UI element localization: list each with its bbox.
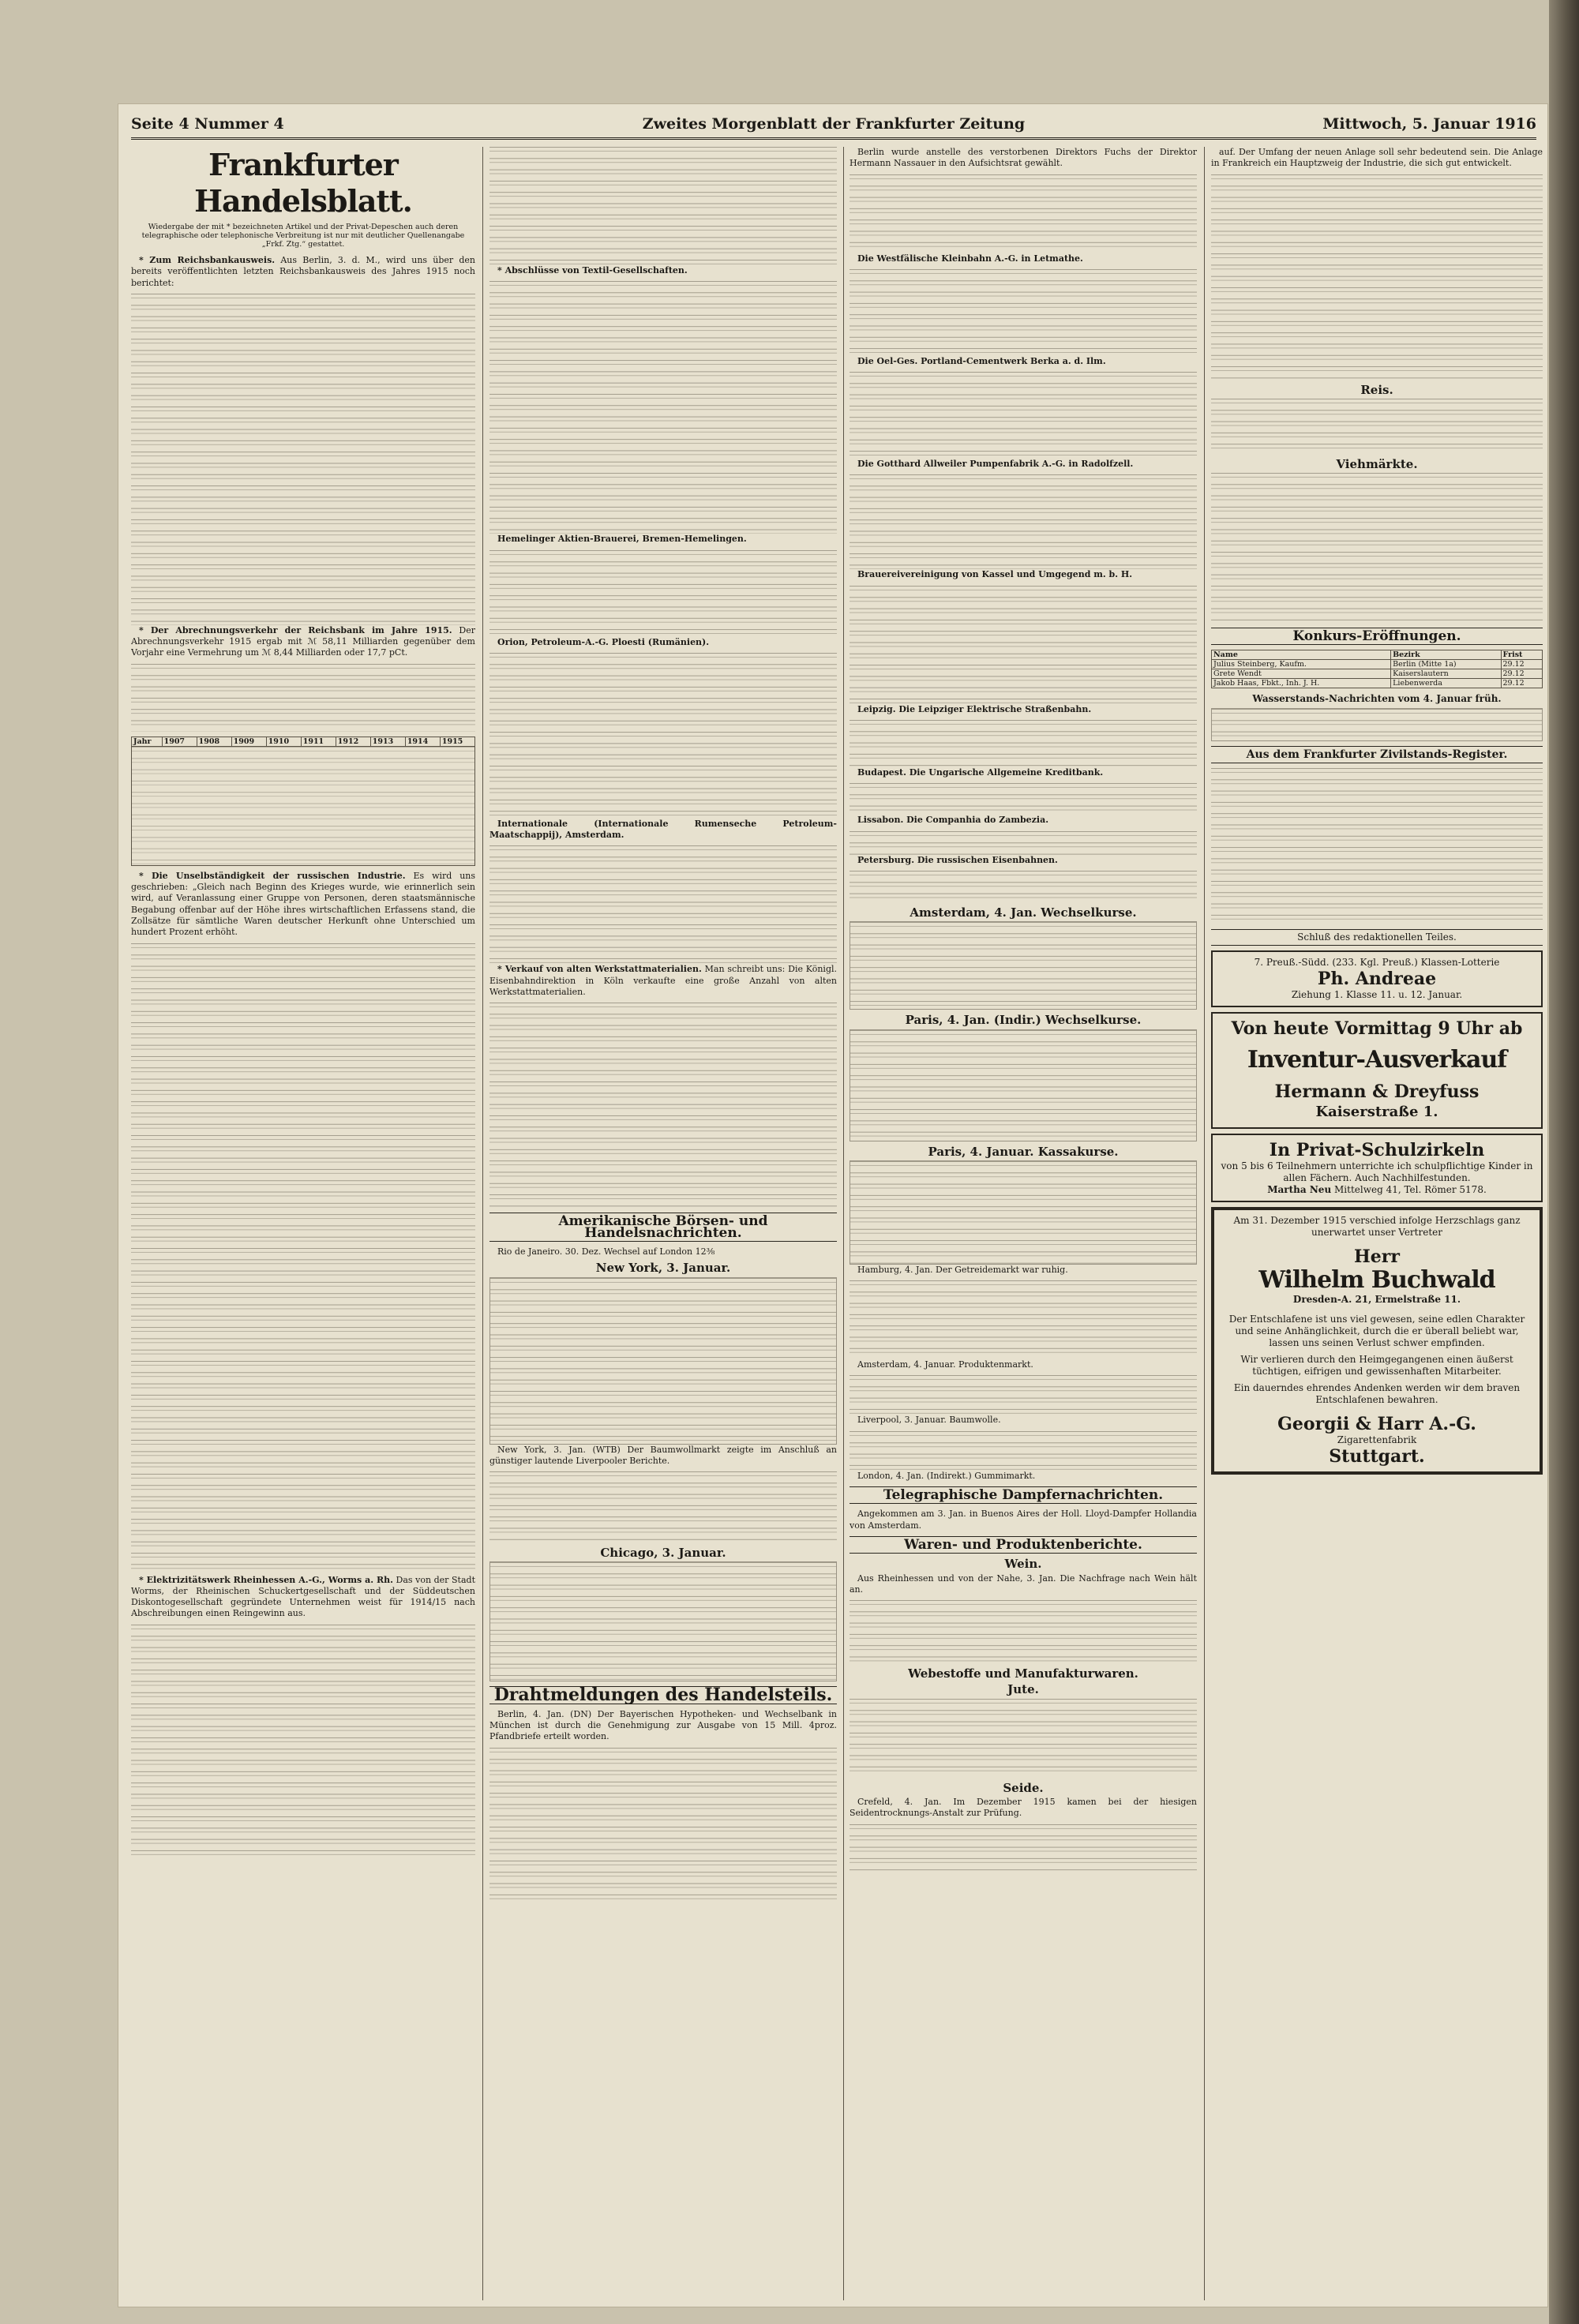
quote-table xyxy=(850,1160,1197,1265)
article xyxy=(489,964,837,998)
article xyxy=(131,1575,475,1620)
article-title: Hemelinger Aktien-Brauerei, Bremen-Hemelingen. xyxy=(497,534,747,545)
table-cell: Berlin (Mitte 1a) xyxy=(1391,660,1501,669)
article xyxy=(489,534,837,545)
ad-line: 7. Preuß.-Südd. (233. Kgl. Preuß.) Klassen-Lotterie xyxy=(1254,957,1500,969)
ad-firm: Hermann & Dreyfuss xyxy=(1274,1081,1480,1103)
article-text-block xyxy=(850,586,1197,704)
ad-address: Mittelweg 41, Tel. Römer 5178. xyxy=(1334,1184,1487,1196)
article-text-block xyxy=(131,664,475,732)
quote-table xyxy=(489,1277,837,1445)
article-title: Die Westfälische Kleinbahn A.-G. in Letmathe. xyxy=(857,253,1083,264)
article-title: Lissabon. Die Companhia do Zambezia. xyxy=(857,815,1049,826)
market-heading: Chicago, 3. Januar. xyxy=(600,1546,726,1561)
market-line: Berlin, 4. Jan. (DN) Der Bayerischen Hypotheken- und Wechselbank in München ist durch die Genehmigung zur Ausgabe von 15 Mill. 4proz. Pfandbriefe erteilt worden. xyxy=(489,1708,837,1742)
table-header-row xyxy=(132,737,475,746)
table-cell: Grete Wendt xyxy=(1212,669,1391,679)
subsection-heading: Viehmärkte. xyxy=(1336,456,1418,471)
article xyxy=(850,704,1197,715)
article xyxy=(850,815,1197,826)
obit-address: Dresden-A. 21, Ermelstraße 11. xyxy=(1292,1294,1461,1306)
obituary xyxy=(1211,1207,1543,1475)
market-line: Angekommen am 3. Jan. in Buenos Aires der Holl. Lloyd-Dampfer Hollandia von Amsterdam. xyxy=(850,1509,1197,1531)
article xyxy=(850,569,1197,580)
article xyxy=(489,819,837,842)
table-header: Frist xyxy=(1501,650,1543,660)
table-header: Name xyxy=(1212,650,1391,660)
table-cell: Kaiserslautern xyxy=(1391,669,1501,679)
article-title: Die Oel-Ges. Portland-Cementwerk Berka a. d. Ilm. xyxy=(857,355,1106,366)
article-text-block xyxy=(850,1431,1197,1471)
article-title: * Der Abrechnungsverkehr der Reichsbank im Jahre 1915. xyxy=(139,624,452,635)
section-heading: Waren- und Produktenberichte. xyxy=(850,1536,1197,1554)
table-cell: Jakob Haas, Fbkt., Inh. J. H. xyxy=(1212,679,1391,688)
article-text-block xyxy=(850,1824,1197,1872)
table-header: 1911 xyxy=(301,737,336,746)
editorial-end: Schluß des redaktionellen Teiles. xyxy=(1211,929,1543,946)
ad-line: Von heute Vormittag 9 Uhr ab xyxy=(1231,1018,1523,1040)
column-rule xyxy=(1204,147,1205,2300)
article-text-block xyxy=(489,653,837,819)
table-cell: 29.12 xyxy=(1501,669,1543,679)
article xyxy=(850,356,1197,367)
ad-name: Martha Neu xyxy=(1267,1184,1332,1196)
article-text-block xyxy=(850,783,1197,815)
table-cell: 29.12 xyxy=(1501,679,1543,688)
table-header: 1914 xyxy=(405,737,440,746)
page-header xyxy=(131,114,1536,140)
table-header: 1912 xyxy=(336,737,370,746)
article-text-block xyxy=(850,831,1197,855)
article xyxy=(489,637,837,648)
section-heading: Drahtmeldungen des Handelsteils. xyxy=(489,1686,837,1704)
clearing-table xyxy=(131,737,475,866)
obit-herr: Herr xyxy=(1354,1246,1400,1268)
article-text-block xyxy=(131,294,475,625)
table-header: 1915 xyxy=(440,737,474,746)
table-row xyxy=(1212,679,1543,688)
article-text-block xyxy=(1211,174,1543,380)
article-text-block xyxy=(489,1748,837,1906)
subsection-heading: Webestoffe und Manufakturwaren. xyxy=(908,1666,1138,1681)
article-title: * Verkauf von alten Werkstattmaterialien. xyxy=(497,964,702,975)
article-title: * Zum Reichsbankausweis. xyxy=(139,255,276,265)
sale-ad xyxy=(1211,1012,1543,1129)
article xyxy=(131,255,475,289)
ad-title: In Privat-Schulzirkeln xyxy=(1269,1140,1485,1161)
obit-name: Wilhelm Buchwald xyxy=(1258,1266,1495,1295)
subsection-heading: Seide. xyxy=(1003,1780,1044,1795)
bankruptcy-table xyxy=(1211,650,1543,688)
table-cell: Liebenwerda xyxy=(1391,679,1501,688)
obit-firm: Georgii & Harr A.-G. xyxy=(1277,1414,1476,1435)
article xyxy=(131,625,475,659)
column-2 xyxy=(489,147,837,2300)
section-masthead: Frankfurter Handelsblatt. xyxy=(194,147,412,219)
article-text-block xyxy=(1211,768,1543,926)
article-text-block xyxy=(850,474,1197,569)
article-text-block xyxy=(850,1280,1197,1359)
market-heading: Paris, 4. Januar. Kassakurse. xyxy=(928,1144,1119,1159)
obit-text: Wir verlieren durch den Heimgegangenen einen äußerst tüchtigen, eifrigen und gewissenhaften Mitarbeiter. xyxy=(1240,1354,1513,1378)
article-text: Man schreibt uns: Die Königl. Eisenbahndirektion in Köln verkaufte eine große Anzahl von alten Werkstattmaterialien. xyxy=(489,964,837,998)
reprint-note: Wiedergabe der mit * bezeichneten Artikel und der Privat-Depeschen auch deren telegraphische oder telephonische Verbreitung ist nur mit deutlicher Quellenangabe „Frkf. Ztg.“ gestattet. xyxy=(141,223,465,249)
article-title: Budapest. Die Ungarische Allgemeine Kreditbank. xyxy=(857,767,1104,778)
article xyxy=(850,459,1197,470)
article-text: Der Abrechnungsverkehr 1915 ergab mit ℳ 58,11 Milliarden gegenüber dem Vorjahr eine Vermehrung um ℳ 8,44 Milliarden oder 17,7 pCt. xyxy=(131,624,475,658)
water-table xyxy=(1211,708,1543,741)
market-line: Crefeld, 4. Jan. Im Dezember 1915 kamen bei der hiesigen Seidentrocknungs-Anstalt zur Prüfung. xyxy=(850,1797,1197,1819)
article-text-block xyxy=(131,1625,475,1861)
table-header: 1908 xyxy=(197,737,231,746)
table-header: Jahr xyxy=(132,737,163,746)
article-text-block xyxy=(489,845,837,964)
article-text: Es wird uns geschrieben: „Gleich nach Beginn des Krieges wurde, wie erinnerlich sein wird, auf Veranlassung einer Gruppe von Personen, deren staatsmännische Begabung offenbar auf der Höhe ihres wirtschaftlichen Erfassens stand, die Zollsätze für sämtliche Waren deutscher Herkunft ohne Unterschied um hundert Prozent erhöht. xyxy=(131,870,475,938)
table-body xyxy=(132,747,474,865)
page-number: Seite 4 Nummer 4 xyxy=(131,115,284,133)
obit-firm-sub: Zigarettenfabrik xyxy=(1337,1434,1417,1446)
market-line: New York, 3. Jan. (WTB) Der Baumwollmarkt zeigte im Anschluß an günstiger lautende Liverpooler Berichte. xyxy=(489,1444,837,1466)
article-title: Leipzig. Die Leipziger Elektrische Straßenbahn. xyxy=(857,703,1092,714)
article-text: Aus Berlin, 3. d. M., wird uns über den bereits veröffentlichten letzten Reichsbankausweis des Jahres 1915 noch berichtet: xyxy=(131,255,475,288)
article xyxy=(850,767,1197,778)
article-text: Das von der Stadt Worms, der Rheinischen Schuckertgesellschaft und der Süddeutschen Diskontogesellschaft gegründete Unternehmen weist für 1914/15 nach Abschreibungen einen Reingewinn aus. xyxy=(131,1574,475,1619)
market-heading: Amsterdam, 4. Jan. Wechselkurse. xyxy=(910,905,1137,920)
quote-table xyxy=(489,1561,837,1681)
obit-text: Ein dauerndes ehrendes Andenken werden wir dem braven Entschlafenen bewahren. xyxy=(1233,1382,1521,1406)
article-text-block xyxy=(489,1003,837,1208)
subsection-heading: Wasserstands-Nachrichten vom 4. Januar früh. xyxy=(1252,693,1502,705)
newspaper-title: Zweites Morgenblatt der Frankfurter Zeitung xyxy=(642,115,1026,133)
subsection-heading: Wein. xyxy=(1004,1557,1042,1572)
article-text: Berlin wurde anstelle des verstorbenen Direktors Fuchs der Direktor Hermann Nassauer in den Aufsichtsrat gewählt. xyxy=(850,147,1197,169)
obit-city: Stuttgart. xyxy=(1329,1446,1425,1467)
article-text-block xyxy=(489,281,837,534)
ad-line: Ziehung 1. Klasse 11. u. 12. Januar. xyxy=(1291,989,1463,1001)
article xyxy=(131,871,475,939)
article-text-block xyxy=(1211,399,1543,454)
tutoring-ad xyxy=(1211,1134,1543,1202)
market-heading: New York, 3. Januar. xyxy=(595,1261,731,1276)
column-rule xyxy=(482,147,483,2300)
article-text-block xyxy=(850,1375,1197,1415)
article-title: Die Gotthard Allweiler Pumpenfabrik A.-G. in Radolfzell. xyxy=(857,459,1134,470)
article-text-block xyxy=(850,269,1197,356)
section-heading: Konkurs-Eröffnungen. xyxy=(1211,628,1543,645)
market-line: Liverpool, 3. Januar. Baumwolle. xyxy=(857,1415,1001,1426)
market-line: Hamburg, 4. Jan. Der Getreidemarkt war ruhig. xyxy=(857,1264,1068,1275)
table-header: 1910 xyxy=(266,737,301,746)
article-text-block xyxy=(850,1699,1197,1778)
quote-table xyxy=(850,1029,1197,1141)
article xyxy=(489,265,837,276)
column-4 xyxy=(1211,147,1543,2300)
article-text-block xyxy=(850,871,1197,902)
column-3 xyxy=(850,147,1197,2300)
article-title: * Abschlüsse von Textil-Gesellschaften. xyxy=(497,265,688,276)
ad-title: Inventur-Ausverkauf xyxy=(1247,1046,1507,1074)
section-heading: Telegraphische Dampfernachrichten. xyxy=(850,1486,1197,1504)
subsection-heading: Jute. xyxy=(1007,1682,1039,1697)
column-1 xyxy=(131,147,475,2300)
article-title: Petersburg. Die russischen Eisenbahnen. xyxy=(857,854,1058,865)
article-text-block xyxy=(850,174,1197,253)
article-text-block xyxy=(489,1471,837,1542)
ad-address: Kaiserstraße 1. xyxy=(1315,1104,1438,1121)
article xyxy=(850,253,1197,264)
article-title: Brauereivereinigung von Kassel und Umgegend m. b. H. xyxy=(857,569,1133,580)
section-heading: Aus dem Frankfurter Zivilstands-Register. xyxy=(1211,746,1543,763)
obit-text: Am 31. Dezember 1915 verschied infolge Herzschlags ganz unerwartet unser Vertreter xyxy=(1233,1215,1521,1239)
issue-date: Mittwoch, 5. Januar 1916 xyxy=(1322,115,1536,133)
article-text-block xyxy=(489,550,837,637)
column-rule xyxy=(843,147,844,2300)
table-header: 1907 xyxy=(162,737,197,746)
article-text-block xyxy=(131,943,475,1575)
market-line: London, 4. Jan. (Indirekt.) Gummimarkt. xyxy=(857,1470,1036,1481)
table-row xyxy=(1212,660,1543,669)
table-header: 1909 xyxy=(231,737,266,746)
article-title: Internationale (Internationale Rumenseche Petroleum-Maatschappij), Amsterdam. xyxy=(489,818,837,841)
article-text: auf. Der Umfang der neuen Anlage soll sehr bedeutend sein. Die Anlage in Frankreich ein Hauptzweig der Industrie, die sich gut entwickelt. xyxy=(1211,147,1543,169)
article-title: * Elektrizitätswerk Rheinhessen A.-G., Worms a. Rh. xyxy=(139,1574,393,1585)
section-heading: Amerikanische Börsen- und Handelsnachrichten. xyxy=(489,1213,837,1242)
subsection-heading: Reis. xyxy=(1360,382,1393,397)
article xyxy=(850,855,1197,866)
page-edge xyxy=(1549,0,1579,2324)
market-line: Aus Rheinhessen und von der Nahe, 3. Jan. Die Nachfrage nach Wein hält an. xyxy=(850,1572,1197,1595)
table-header: 1913 xyxy=(370,737,405,746)
article-text-block xyxy=(850,720,1197,767)
obit-text: Der Entschlafene ist uns viel gewesen, seine edlen Charakter und seine Anhänglichkeit, durch die er überall beliebt war, lassen uns seinen Verlust schwer empfinden. xyxy=(1228,1314,1525,1349)
market-line: Amsterdam, 4. Januar. Produktenmarkt. xyxy=(857,1359,1033,1370)
quote-table xyxy=(850,921,1197,1010)
ad-text: von 5 bis 6 Teilnehmern unterrichte ich schulpflichtige Kinder in allen Fächern. Auch Nachhilfestunden. xyxy=(1221,1160,1533,1184)
article-text-block xyxy=(850,1600,1197,1663)
table-header: Bezirk xyxy=(1391,650,1501,660)
article-text-block xyxy=(489,147,837,265)
article-title: * Die Unselbständigkeit der russischen Industrie. xyxy=(139,870,406,881)
market-line: Rio de Janeiro. 30. Dez. Wechsel auf London 12⅜ xyxy=(497,1246,715,1257)
article-text-block xyxy=(1211,473,1543,623)
table-cell: Julius Steinberg, Kaufm. xyxy=(1212,660,1391,669)
lottery-ad xyxy=(1211,950,1543,1007)
article-title: Orion, Petroleum-A.-G. Ploesti (Rumänien). xyxy=(497,636,710,647)
table-row xyxy=(1212,669,1543,679)
market-heading: Paris, 4. Jan. (Indir.) Wechselkurse. xyxy=(905,1013,1142,1028)
table-cell: 29.12 xyxy=(1501,660,1543,669)
ad-title: Ph. Andreae xyxy=(1317,969,1437,990)
article-text-block xyxy=(850,372,1197,459)
